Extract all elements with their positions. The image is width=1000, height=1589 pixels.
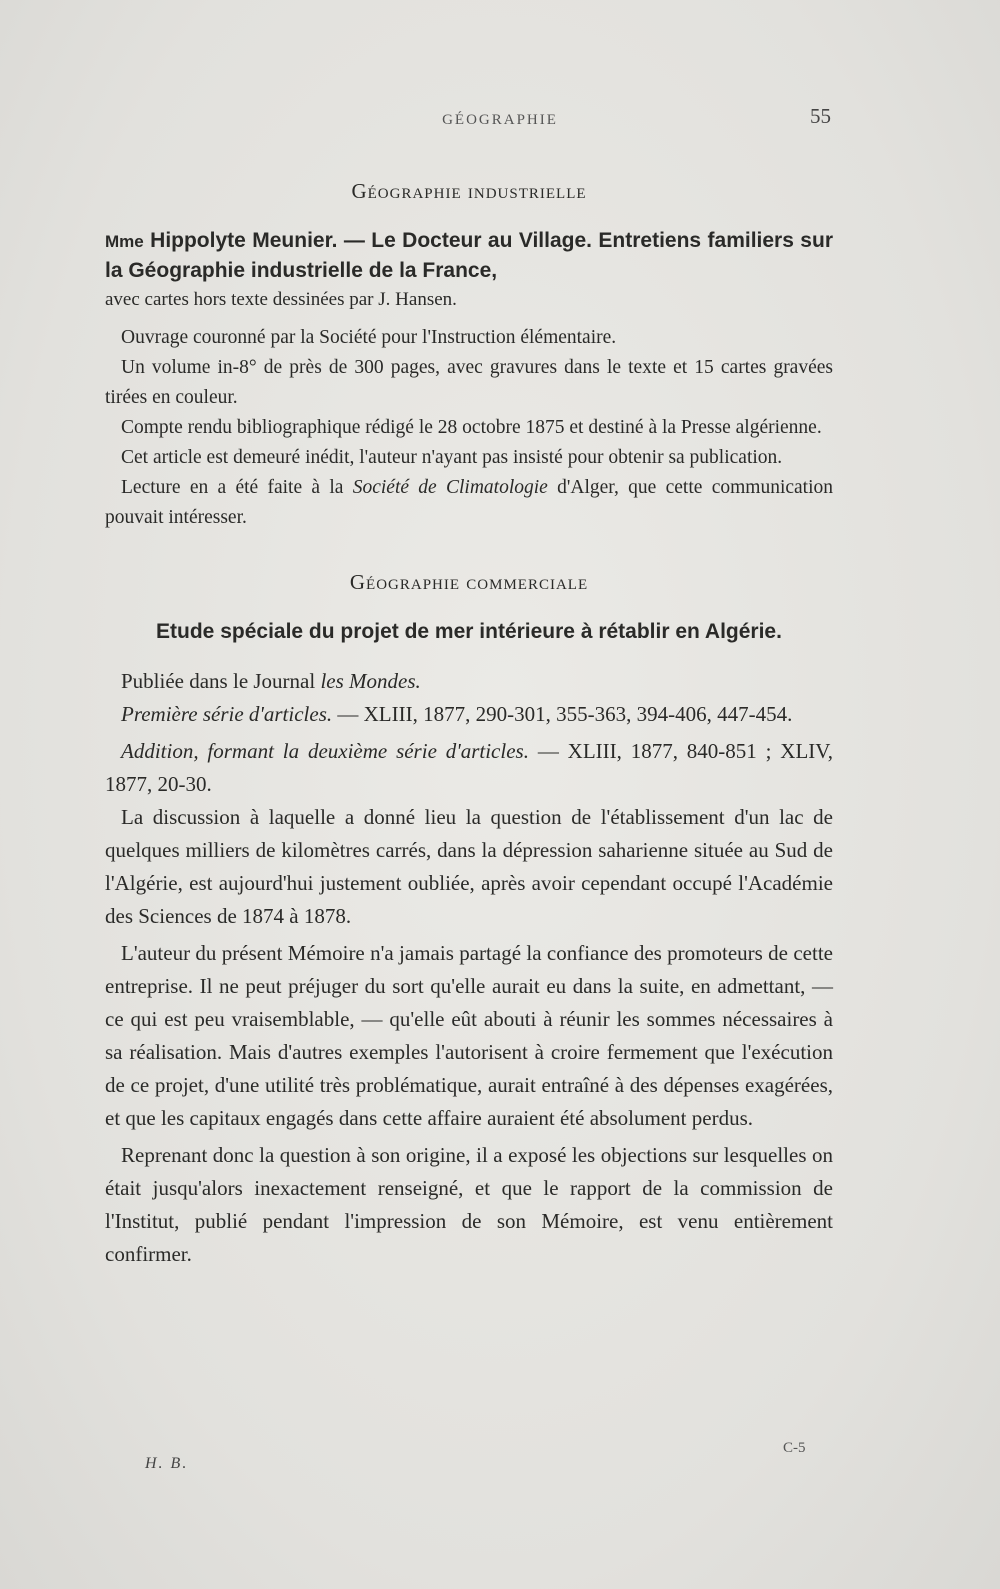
publication-text: Publiée dans le Journal (121, 669, 316, 693)
running-title: GÉOGRAPHIE (442, 112, 558, 128)
paragraph-reading (105, 473, 833, 533)
publication-journal: les Mondes. (320, 669, 421, 693)
entry-subheading: avec cartes hors texte dessinées par J. Hansen. (105, 289, 457, 310)
paragraph-unpublished: Cet article est demeuré inédit, l'auteur n'ayant pas insisté pour obtenir sa publication. (121, 447, 783, 468)
paragraph-prize: Ouvrage couronné par la Société pour l'Instruction élémentaire. (121, 327, 617, 348)
reading-society-name: Société de Climatologie (352, 477, 548, 498)
series-two-line (105, 735, 833, 801)
paragraph-volume: Un volume in-8° de près de 300 pages, avec gravures dans le texte et 15 cartes gravées tirées en couleur. (105, 357, 833, 408)
paragraph-review: Compte rendu bibliographique rédigé le 28 octobre 1875 et destiné à la Presse algérienne. (121, 417, 822, 438)
series-one-refs: — XLIII, 1877, 290-301, 355-363, 394-406, 447-454. (337, 702, 793, 726)
series-two-label: Addition, formant la deuxième série d'articles. (121, 739, 529, 763)
entry-author-title: Mme (105, 232, 144, 251)
section-title-commerciale: Géographie commerciale (349, 570, 589, 594)
series-one-line (105, 698, 833, 731)
paragraph-discussion: La discussion à laquelle a donné lieu la question de l'établissement d'un lac de quelques milliers de kilomètres carrés, dans la dépression saharienne située au Sud de l'Algérie, est aujourd'hui justement oubliée, après avoir cependant occupé l'Académie des Sciences de 1874 à 1878. (105, 805, 833, 928)
entry-heading-text: Hippolyte Meunier. — Le Docteur au Village. Entretiens familiers sur la Géographie industrielle de la France, (105, 229, 833, 282)
series-two-refs: — XLIII, 1877, 840-851 ; XLIV, 1877, 20-30. (105, 739, 834, 796)
reading-text-b: d'Alger, que cette communication pouvait intéresser. (105, 477, 834, 528)
reading-text-a: Lecture en a été faite à la (121, 477, 344, 498)
paragraph-author-view: L'auteur du présent Mémoire n'a jamais partagé la confiance des promoteurs de cette entreprise. Il ne peut préjuger du sort qu'elle aurait eu dans la suite, en admettant, — ce qui est peu vraisemblable, — qu'elle eût abouti à réunir les sommes nécessaires à sa réalisation. Mais d'autres exemples l'autorisent à croire fermement que l'exécution de ce projet, d'une utilité très problématique, aurait entraîné à des dépenses exagérées, et que les capitaux engagés dans cette affaire auraient été absolument perdus. (105, 941, 833, 1130)
entry-heading-meunier (105, 226, 833, 285)
entry-heading-mer-interieure: Etude spéciale du projet de mer intérieure à rétablir en Algérie. (156, 620, 782, 643)
publication-line (105, 665, 833, 698)
paragraph-objections: Reprenant donc la question à son origine, il a exposé les objections sur lesquelles on était jusqu'alors inexactement renseigné, et que le rapport de la commission de l'Institut, publié pendant l'impression de son Mémoire, est venu entièrement confirmer. (105, 1143, 833, 1266)
page-body (105, 176, 833, 1271)
page-number: 55 (810, 104, 831, 128)
signature-mark: C-5 (783, 1440, 806, 1456)
series-one-label: Première série d'articles. (121, 702, 333, 726)
section-title-industrielle: Géographie industrielle (351, 179, 587, 203)
footer-initials: H. B. (145, 1455, 189, 1472)
